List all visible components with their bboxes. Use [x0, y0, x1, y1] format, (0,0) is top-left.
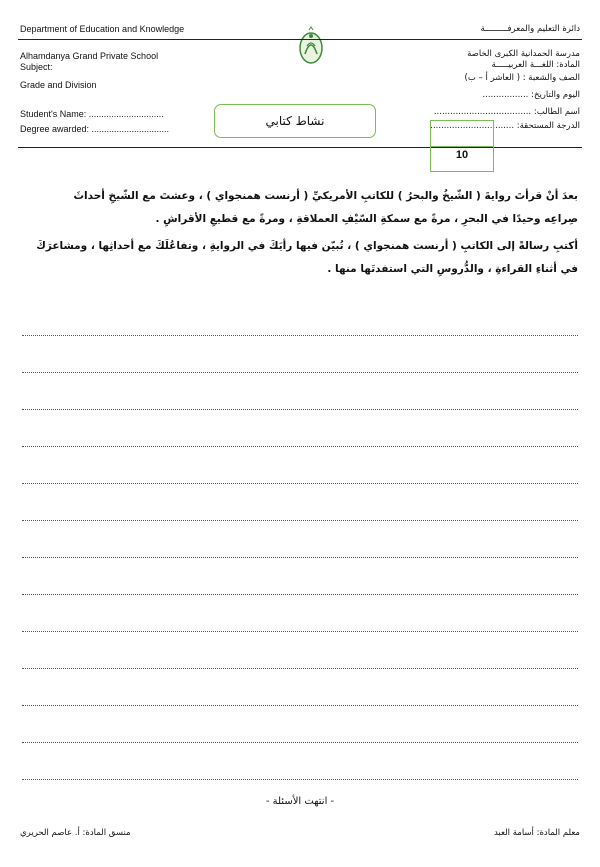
degree-ar: الدرجة المستحقة: ............................... — [430, 121, 580, 131]
answer-line[interactable] — [22, 520, 578, 521]
answer-line[interactable] — [22, 594, 578, 595]
prompt-line-3: أكتبِ رسالةً إلى الكاتبِ ( أرنست همنجواي ) ، تُبيّن فيها رأيَكَ في الروايةِ ، وتفاعُلَكَ مع أحداثِها ، ومشاعرَكَ — [36, 240, 578, 252]
calligraphy-logo-icon — [296, 26, 326, 66]
prompt-line-2: صِراعِه وحيدًا في البحرِ ، مرةً مع سمكةِ السّيْفِ العملاقةِ ، ومرةً مع قطيعِ الأقراشِ . — [155, 213, 578, 225]
prompt-line-4: في أثناءِ القراءةِ ، والدُّروسِ التي استفدتَها منها . — [327, 263, 578, 275]
grade-en: Grade and Division — [20, 80, 97, 90]
grade-ar: الصف والشعبة : ( العاشر أ – ب) — [464, 73, 580, 83]
answer-line[interactable] — [22, 483, 578, 484]
prompt-line-1: بعدَ أنْ قرأتَ روايةَ ( الشّيخُ والبحرُ ) للكاتبِ الأمريكيِّ ( أرنست همنجواي ) ، وعشتَ مع الشّيخِ أحداثَ — [73, 190, 578, 202]
department-ar: دائرة التعليم والمعرفـــــــــة — [480, 24, 580, 34]
supervisor-name: منسق المادة: أ. عاصم الحريري — [20, 828, 131, 838]
degree-en: Degree awarded: ............................... — [20, 124, 170, 134]
subject-ar: المادة: اللغـــة العربيـــــة — [491, 60, 580, 70]
department-en: Department of Education and Knowledge — [20, 24, 185, 34]
header-bottom-rule — [18, 147, 582, 148]
answer-line[interactable] — [22, 668, 578, 669]
student-name-en: Student's Name: .............................. — [20, 109, 164, 119]
answer-line[interactable] — [22, 742, 578, 743]
answer-line[interactable] — [22, 409, 578, 410]
answer-line[interactable] — [22, 779, 578, 780]
subject-en: Subject: — [20, 62, 53, 72]
score-box — [430, 120, 494, 172]
date-ar: اليوم والتاريخ: ................. — [482, 90, 580, 100]
activity-title: نشاط كتابي — [265, 114, 325, 128]
school-en: Alhamdanya Grand Private School — [20, 51, 159, 61]
answer-line[interactable] — [22, 335, 578, 336]
activity-title-box — [214, 104, 376, 138]
answer-line[interactable] — [22, 446, 578, 447]
school-ar: مدرسة الحمدانية الكبرى الخاصة — [467, 49, 580, 59]
answer-line[interactable] — [22, 705, 578, 706]
header-top-rule — [18, 39, 582, 40]
teacher-name: معلم المادة: أسامة العبد — [493, 828, 580, 838]
student-name-ar: اسم الطالب: .................................... — [433, 107, 580, 117]
school-logo — [296, 26, 326, 66]
answer-line[interactable] — [22, 557, 578, 558]
answer-line[interactable] — [22, 631, 578, 632]
end-note: - انتهت الأسئلة - — [265, 796, 335, 807]
score-value: 10 — [455, 149, 469, 161]
answer-line[interactable] — [22, 372, 578, 373]
